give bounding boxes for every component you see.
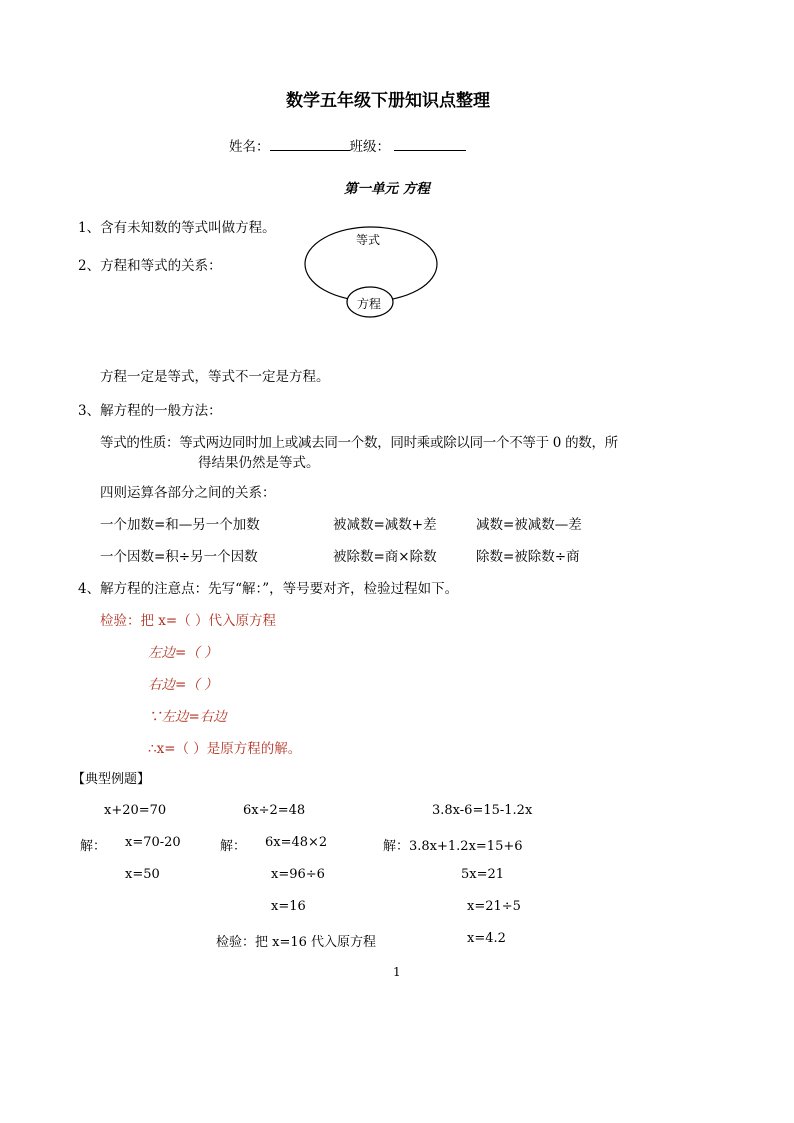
ex2-step1: 6x=48×2 <box>265 835 328 850</box>
ex3-step1: 解：3.8x+1.2x=15+6 <box>383 839 523 854</box>
equation-label: 方程 <box>357 297 382 311</box>
relation-factor: 一个因数=积÷另一个因数 <box>100 549 258 565</box>
ex2-check: 检验：把 x=16 代入原方程 <box>216 935 377 950</box>
name-label: 姓名： <box>229 139 270 155</box>
ex3-step4: x=4.2 <box>467 931 506 946</box>
ex3-step3: x=21÷5 <box>467 899 521 914</box>
point-4: 4、解方程的注意点：先写“解：”，等号要对齐，检验过程如下。 <box>78 581 459 597</box>
arithmetic-relation-heading: 四则运算各部分之间的关系： <box>100 485 276 501</box>
check-line-1: 检验：把 x=（ ）代入原方程 <box>100 613 277 629</box>
examples-heading: 【典型例题】 <box>72 772 151 787</box>
point-2: 2、方程和等式的关系： <box>78 258 222 274</box>
relation-dividend: 被除数=商×除数 <box>333 549 437 565</box>
ex3-equation: 3.8x-6=15-1.2x <box>432 803 533 818</box>
point-1: 1、含有未知数的等式叫做方程。 <box>78 220 276 236</box>
page-number: 1 <box>393 965 401 979</box>
check-line-2: 左边=（ ） <box>148 645 218 661</box>
class-blank[interactable] <box>394 136 466 151</box>
ex3-step2: 5x=21 <box>461 867 505 882</box>
ex1-jie: 解： <box>80 839 107 854</box>
class-label: 班级： <box>349 139 390 155</box>
check-line-3: 右边=（ ） <box>148 677 218 693</box>
ex1-step2: x=50 <box>125 867 160 882</box>
equality-label: 等式 <box>356 233 381 247</box>
ex2-step2: x=96÷6 <box>271 867 325 882</box>
relation-divisor: 除数=被除数÷商 <box>476 549 580 565</box>
unit-title: 第一单元 方程 <box>344 181 430 197</box>
document-title: 数学五年级下册知识点整理 <box>286 91 490 111</box>
equality-property-line1: 等式的性质：等式两边同时加上或减去同一个数，同时乘或除以同一个不等于 0 的数，所 <box>100 435 618 451</box>
relation-addend: 一个加数=和—另一个加数 <box>100 517 260 533</box>
ex2-jie: 解： <box>220 839 247 854</box>
ex2-equation: 6x÷2=48 <box>243 803 306 818</box>
ex1-equation: x+20=70 <box>104 803 167 818</box>
relation-note: 方程一定是等式，等式不一定是方程。 <box>100 369 330 385</box>
check-line-5: ∴x=（ ）是原方程的解。 <box>148 741 302 757</box>
name-blank[interactable] <box>270 136 350 151</box>
point-3: 3、解方程的一般方法： <box>78 403 222 419</box>
relation-subtrahend: 减数=被减数—差 <box>476 517 582 533</box>
check-line-4: ∵左边=右边 <box>148 709 227 725</box>
name-class-line <box>229 135 466 155</box>
ex1-step1: x=70-20 <box>125 835 181 850</box>
equality-property-line2: 得结果仍然是等式。 <box>198 455 320 471</box>
ex2-step3: x=16 <box>271 899 306 914</box>
relation-minuend: 被减数=减数+差 <box>333 517 437 533</box>
